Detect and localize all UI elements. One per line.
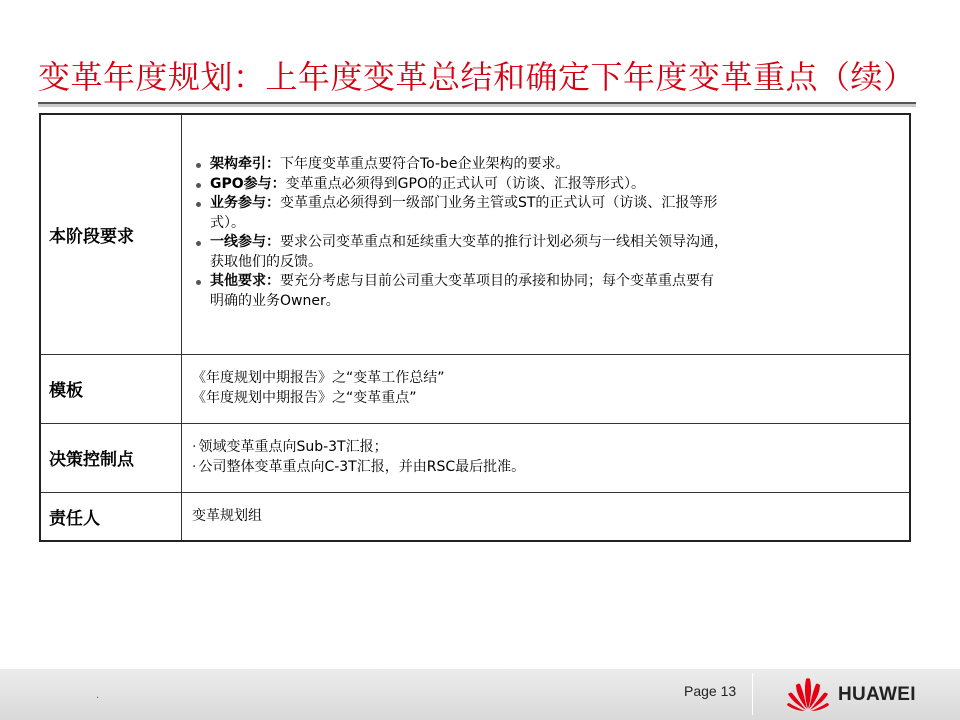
bullet-dot: · xyxy=(192,458,197,475)
bullet-dot: · xyxy=(192,439,197,455)
template-content xyxy=(182,354,911,423)
decision-text: 公司整体变革重点向C-3T汇报，并由RSC最后批准。 xyxy=(198,458,526,475)
list-item xyxy=(192,233,899,272)
decision-line xyxy=(192,438,899,458)
template-line: 《年度规划中期报告》之“变革工作总结” xyxy=(192,370,445,386)
page-number: Page 13 xyxy=(684,683,737,699)
decision-text: 领域变革重点向Sub-3T汇报； xyxy=(198,439,388,455)
list-item xyxy=(192,175,899,195)
item-heading: 其他要求： xyxy=(210,273,280,290)
list-item xyxy=(192,155,899,175)
item-text-continued: 获取他们的反馈。 xyxy=(210,253,322,270)
decision-line xyxy=(192,458,899,478)
footer-mark: . xyxy=(96,690,100,701)
item-text: 要充分考虑与目前公司重大变革项目的承接和协同；每个变革重点要有 xyxy=(280,273,714,290)
list-item xyxy=(192,272,899,311)
requirements-list xyxy=(192,155,899,311)
slide-title: 变革年度规划：上年度变革总结和确定下年度变革重点（续） xyxy=(38,58,916,96)
table-row xyxy=(40,354,910,423)
item-text: 变革重点必须得到GPO的正式认可（访谈、汇报等形式）。 xyxy=(285,175,645,192)
item-heading: 业务参与： xyxy=(210,195,280,212)
item-text: 要求公司变革重点和延续重大变革的推行计划必须与一线相关领导沟通， xyxy=(280,234,728,251)
title-divider-shadow xyxy=(38,104,916,107)
item-text-continued: 式）。 xyxy=(210,214,245,231)
item-text: 下年度变革重点要符合To-be企业架构的要求。 xyxy=(280,156,570,173)
owner-value: 变革规划组 xyxy=(182,492,911,541)
template-line: 《年度规划中期报告》之“变革重点” xyxy=(192,389,417,406)
huawei-flower-logo-icon xyxy=(786,676,830,712)
row-label-decision: 决策控制点 xyxy=(40,423,182,492)
row-label-requirements: 本阶段要求 xyxy=(40,114,182,354)
table-row xyxy=(40,114,910,354)
table-row xyxy=(40,423,910,492)
brand-name: HUAWEI xyxy=(838,684,916,705)
row-label-template: 模板 xyxy=(40,354,182,423)
requirements-content xyxy=(182,114,911,354)
footer-divider xyxy=(752,673,753,715)
item-text: 变革重点必须得到一级部门业务主管或ST的正式认可（访谈、汇报等形 xyxy=(280,195,718,212)
item-heading: 一线参与： xyxy=(210,234,280,251)
table-row xyxy=(40,492,910,541)
row-label-owner: 责任人 xyxy=(40,492,182,541)
list-item xyxy=(192,194,899,233)
item-text-continued: 明确的业务Owner。 xyxy=(210,292,340,309)
requirements-table xyxy=(39,113,911,542)
item-heading: 架构牵引： xyxy=(210,156,280,173)
item-heading: GPO参与： xyxy=(210,175,286,192)
decision-content xyxy=(182,423,911,492)
